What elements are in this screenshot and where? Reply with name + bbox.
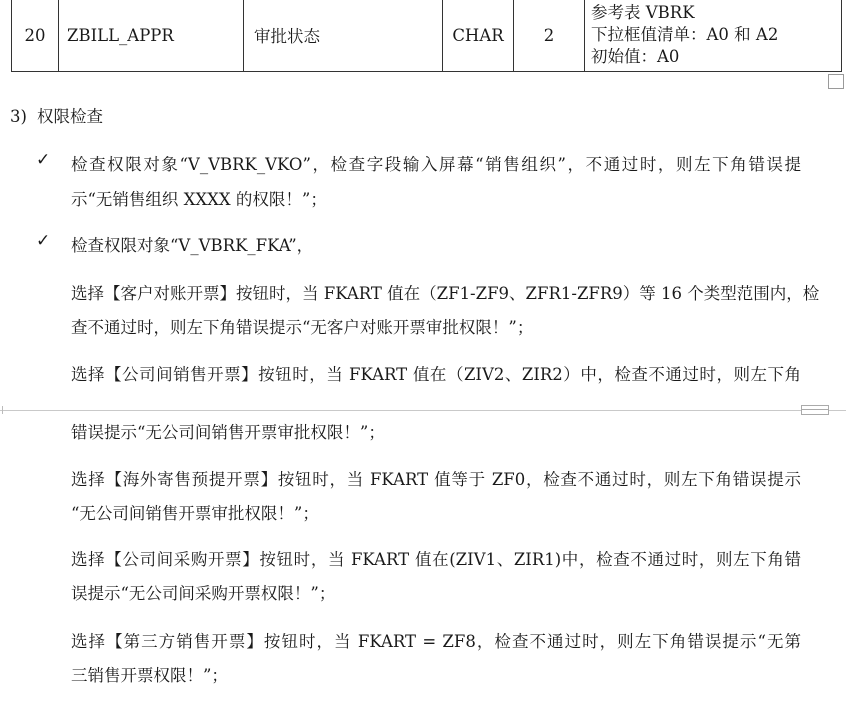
rule-overseas-consignment-line-2: “无公司间销售开票审批权限！”；	[71, 504, 319, 523]
page-break-divider	[0, 410, 846, 411]
rule-customer-billing-line-2: 查不通过时，则左下角错误提示“无客户对账开票审批权限！”；	[71, 318, 534, 337]
rule-intercompany-sales-line-1: 选择【公司间销售开票】按钮时，当 FKART 值在（ZIV2、ZIR2）中，检查不通过时，则左下角	[71, 365, 801, 384]
field-definition-table	[11, 0, 842, 72]
field-name-cell: ZBILL_APPR	[59, 0, 244, 72]
note-line-reference: 参考表 VBRK	[591, 3, 695, 22]
section-heading	[10, 103, 103, 127]
rule-third-party-sales-line-1: 选择【第三方销售开票】按钮时，当 FKART = ZF8，检查不通过时，则左下角错误提示“无第	[71, 632, 801, 651]
bullet-1-line-2: 示“无销售组织 XXXX 的权限！”；	[71, 190, 327, 209]
rule-intercompany-purchase-line-1: 选择【公司间采购开票】按钮时，当 FKART 值在(ZIV1、ZIR1)中，检查不通过时，则左下角错	[71, 550, 801, 569]
section-number: 3)	[10, 107, 27, 126]
rule-customer-billing-line-1: 选择【客户对账开票】按钮时，当 FKART 值在（ZF1-ZF9、ZFR1-ZFR9）等 16 个类型范围内，检	[71, 284, 820, 303]
bullet-2-line-1: 检查权限对象“V_VBRK_FKA”，	[71, 236, 314, 255]
rule-third-party-sales-line-2: 三销售开票权限！”；	[71, 666, 228, 685]
notes-cell	[585, 0, 842, 72]
section-title: 权限检查	[36, 107, 103, 126]
data-type-cell: CHAR	[443, 0, 514, 72]
table-row	[12, 0, 842, 72]
rule-intercompany-purchase-line-2: 误提示“无公司间采购开票权限！”；	[71, 584, 336, 603]
page-break-handle[interactable]	[801, 405, 829, 415]
length-cell: 2	[514, 0, 585, 72]
page-break-tick	[2, 406, 3, 414]
field-description-cell: 审批状态	[244, 0, 443, 72]
note-line-initial-value: 初始值：A0	[591, 47, 680, 66]
row-number-cell: 20	[12, 0, 59, 72]
checkmark-icon: ✓	[36, 150, 51, 170]
rule-intercompany-sales-line-2: 错误提示“无公司间销售开票审批权限！”；	[71, 423, 385, 442]
rule-overseas-consignment-line-1: 选择【海外寄售预提开票】按钮时，当 FKART 值等于 ZF0，检查不通过时，则左下角错误提示	[71, 470, 801, 489]
table-end-marker[interactable]	[828, 74, 844, 89]
checkmark-icon: ✓	[36, 231, 51, 251]
note-line-dropdown-values: 下拉框值清单：A0 和 A2	[591, 25, 779, 44]
bullet-1-line-1: 检查权限对象“V_VBRK_VKO”，检查字段输入屏幕“销售组织”，不通过时，则左下角错误提	[71, 155, 801, 174]
